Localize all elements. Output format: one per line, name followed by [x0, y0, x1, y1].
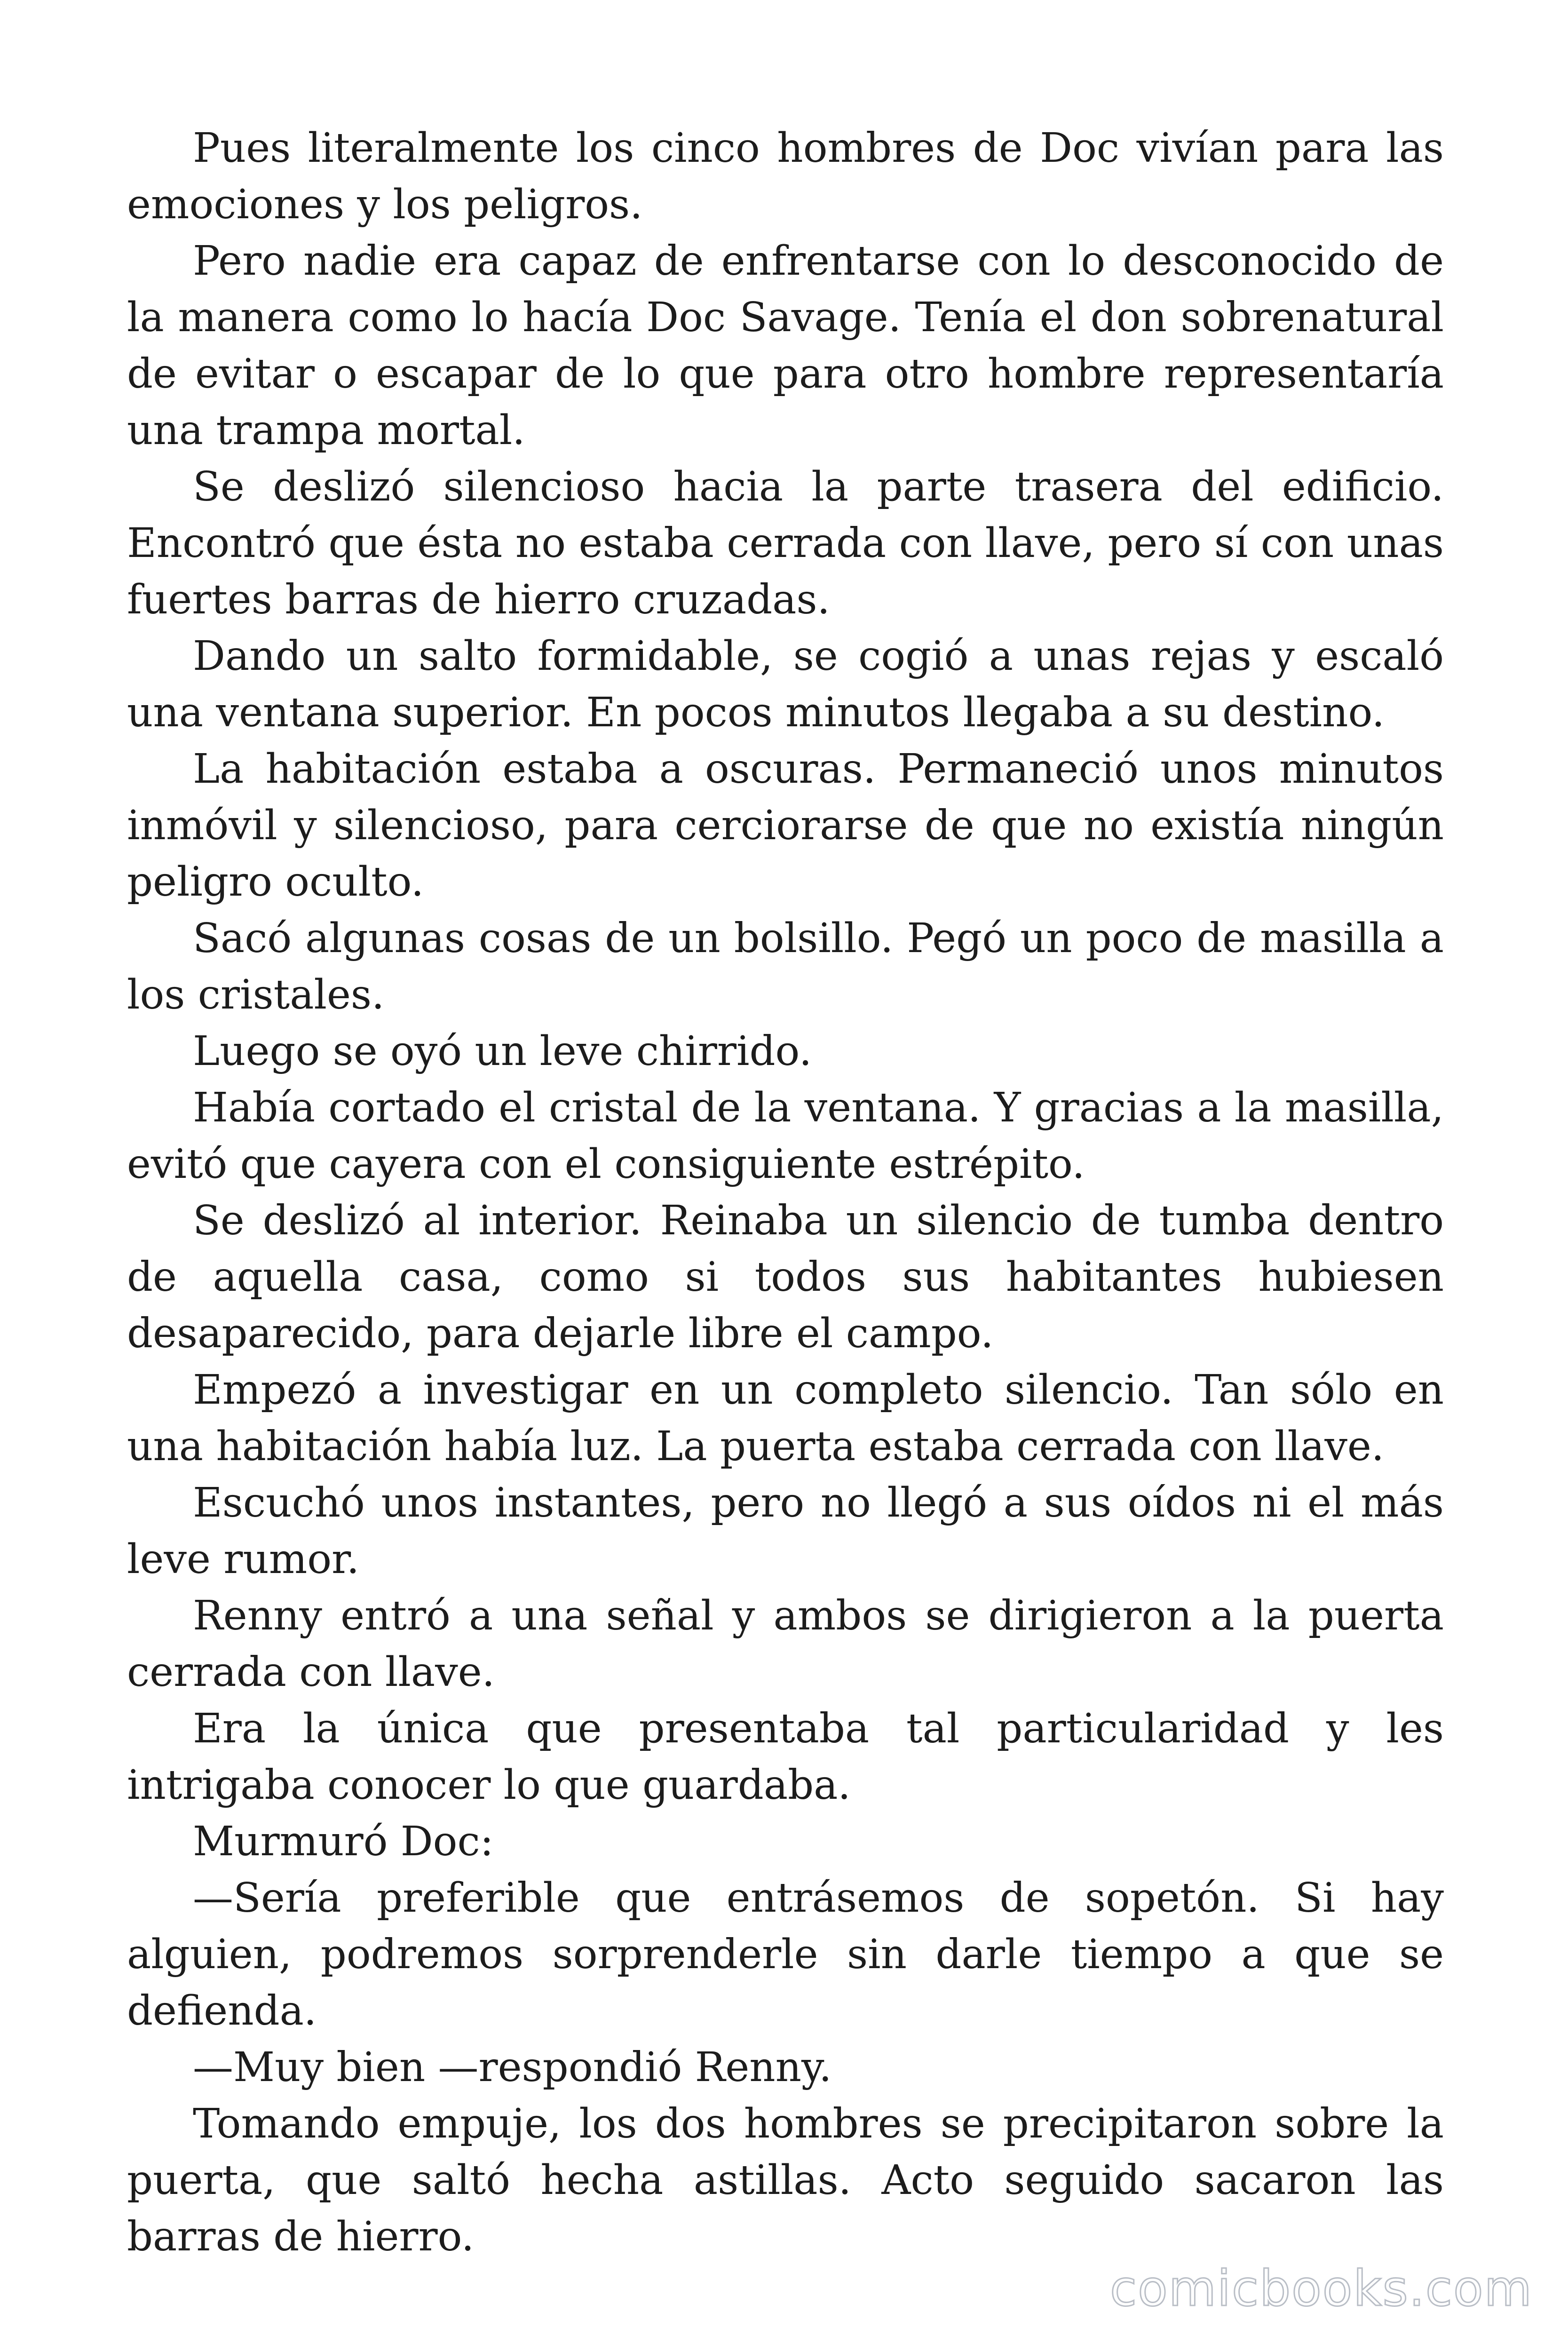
- paragraph: Tomando empuje, los dos hombres se precipitaron sobre la puerta, que saltó hecha astillas. Acto seguido sacaron las barras de hierro.: [127, 2100, 1444, 2260]
- paragraph: Había cortado el cristal de la ventana. Y gracias a la masilla, evitó que cayera con el consiguiente estrépito.: [127, 1084, 1444, 1188]
- paragraph: Empezó a investigar en un completo silencio. Tan sólo en una habitación había luz. La puerta estaba cerrada con llave.: [127, 1367, 1444, 1470]
- paragraph: Escuchó unos instantes, pero no llegó a sus oídos ni el más leve rumor.: [127, 1479, 1444, 1583]
- paragraph: Era la única que presentaba tal particularidad y les intrigaba conocer lo que guardaba.: [127, 1705, 1444, 1809]
- paragraph: Murmuró Doc:: [193, 1818, 494, 1865]
- paragraph: Pero nadie era capaz de enfrentarse con lo desconocido de la manera como lo hacía Doc Savage. Tenía el don sobrenatural de evitar o escapar de lo que para otro hombre representaría una trampa mortal.: [127, 238, 1444, 454]
- watermark: comicbooks.com: [1109, 2260, 1533, 2317]
- paragraph: —Sería preferible que entrásemos de sopetón. Si hay alguien, podremos sorprenderle sin darle tiempo a que se defienda.: [127, 1875, 1444, 2034]
- paragraph: Renny entró a una señal y ambos se dirigieron a la puerta cerrada con llave.: [127, 1592, 1444, 1696]
- paragraph: Dando un salto formidable, se cogió a unas rejas y escaló una ventana superior. En pocos minutos llegaba a su destino.: [127, 633, 1444, 736]
- page-body: [127, 120, 1444, 2265]
- paragraph: —Muy bien —respondió Renny.: [193, 2044, 832, 2091]
- paragraph: Se deslizó silencioso hacia la parte trasera del edificio. Encontró que ésta no estaba cerrada con llave, pero sí con unas fuertes barras de hierro cruzadas.: [127, 463, 1444, 623]
- paragraph: Luego se oyó un leve chirrido.: [193, 1028, 812, 1075]
- paragraph: Sacó algunas cosas de un bolsillo. Pegó un poco de masilla a los cristales.: [127, 915, 1444, 1018]
- paragraph: Pues literalmente los cinco hombres de Doc vivían para las emociones y los peligros.: [127, 125, 1444, 228]
- paragraph: La habitación estaba a oscuras. Permaneció unos minutos inmóvil y silencioso, para cerciorarse de que no existía ningún peligro oculto.: [127, 746, 1444, 906]
- paragraph: Se deslizó al interior. Reinaba un silencio de tumba dentro de aquella casa, como si todos sus habitantes hubiesen desaparecido, para dejarle libre el campo.: [127, 1197, 1444, 1357]
